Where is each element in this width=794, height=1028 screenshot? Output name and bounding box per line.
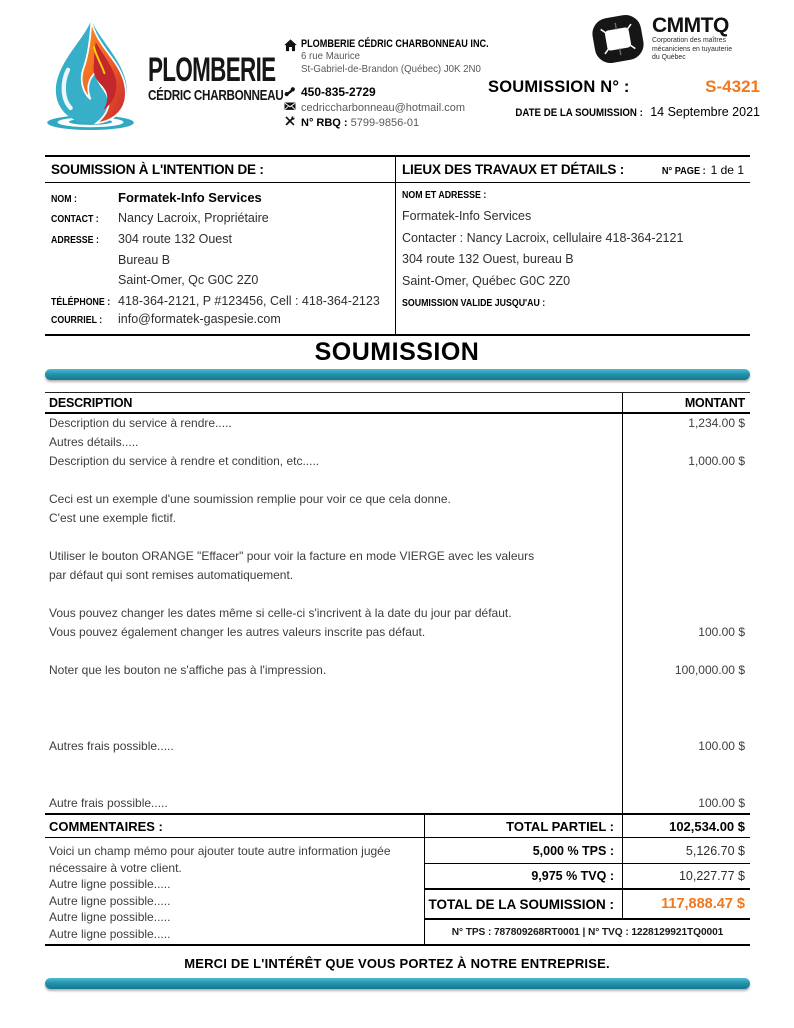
table-body <box>45 414 750 813</box>
logo-line1: PLOMBERIE <box>148 51 276 89</box>
table-row: Noter que les bouton ne s'affiche pas à l'impression. 100,000.00 $ <box>45 661 750 680</box>
tps-label: 5,000 % TPS : <box>532 843 614 858</box>
water-drop-flame-logo-icon <box>42 14 146 136</box>
cmmtq-subtext-2: mécaniciens en tuyauterie <box>652 45 733 53</box>
worksite-address-label: NOM ET ADRESSE : <box>402 190 487 201</box>
totals-block <box>425 815 750 944</box>
page-number <box>658 163 744 177</box>
worksite-line-1: Formatek-Info Services <box>402 209 532 223</box>
client-address-value-2: Bureau B <box>118 253 171 267</box>
page-number-value: 1 de 1 <box>710 162 744 177</box>
table-row: Autres détails..... <box>45 433 750 452</box>
client-phone-label: TÉLÉPHONE : <box>51 297 111 308</box>
table-row: C'est une exemple fictif. <box>45 509 750 528</box>
comments-body <box>45 838 424 942</box>
cmmtq-subtext-3: du Québec <box>652 54 686 62</box>
client-address-label: ADRESSE : <box>51 235 99 246</box>
subtotal-value: 102,534.00 $ <box>622 815 750 837</box>
table-row: Utiliser le bouton ORANGE "Effacer" pour voir la facture en mode VIERGE avec les valeurs <box>45 547 750 566</box>
cmmtq-chain-icon <box>589 14 647 64</box>
page-number-label: N° PAGE : <box>661 165 706 177</box>
client-name-label: NOM : <box>51 194 77 205</box>
rbq-label: N° RBQ : <box>301 117 348 129</box>
comment-line: Autre ligne possible..... <box>49 926 171 941</box>
worksite-line-3: 304 route 132 Ouest, bureau B <box>402 252 574 266</box>
table-row <box>45 680 750 699</box>
client-phone-value: 418-364-2121, P #123456, Cell : 418-364-2123 <box>118 294 380 308</box>
client-address-value-3: Saint-Omer, Qc G0C 2Z0 <box>118 273 259 287</box>
comment-line: nécessaire à votre client. <box>49 860 182 875</box>
company-rbq <box>301 117 419 129</box>
table-row <box>45 585 750 604</box>
company-name: PLOMBERIE CÉDRIC CHARBONNEAU INC. <box>301 38 489 50</box>
table-row: Vous pouvez également changer les autres valeurs inscrite pas défaut. 100.00 $ <box>45 623 750 642</box>
table-row: Autre frais possible..... 100.00 $ <box>45 794 750 813</box>
client-address-value-1: 304 route 132 Ouest <box>118 232 232 246</box>
cmmtq-text <box>652 16 764 62</box>
home-icon <box>284 38 301 52</box>
quote-table <box>45 392 750 946</box>
table-row: par défaut qui sont remises automatiquement. <box>45 566 750 585</box>
table-row: Ceci est un exemple d'une soumission remplie pour voir ce que cela donne. <box>45 490 750 509</box>
comment-line: Autre ligne possible..... <box>49 893 171 908</box>
client-name-value: Formatek-Info Services <box>118 190 262 205</box>
company-phone: 450-835-2729 <box>301 85 376 99</box>
teal-divider-bar-bottom <box>45 978 750 989</box>
table-row <box>45 528 750 547</box>
client-section-title: SOUMISSION À L'INTENTION DE : <box>51 162 264 177</box>
comment-line: Autre ligne possible..... <box>49 910 171 924</box>
company-logo <box>42 14 284 136</box>
quote-number-value: S-4321 <box>705 77 760 96</box>
totals-section <box>45 813 750 946</box>
grand-total-label: TOTAL DE LA SOUMISSION : <box>428 896 614 912</box>
quote-number-label: SOUMISSION N° : <box>488 78 630 96</box>
tax-registration-numbers: N° TPS : 787809268RT0001 | N° TVQ : 1228129921TQ0001 <box>451 926 724 938</box>
logo-line2: CÉDRIC CHARBONNEAU <box>148 87 284 104</box>
company-address-line2: St-Gabriel-de-Brandon (Québec) J0K 2N0 <box>301 62 481 75</box>
quote-date-value: 14 Septembre 2021 <box>650 105 760 119</box>
comments-block <box>45 815 425 944</box>
grand-total-value: 117,888.47 $ <box>622 890 750 918</box>
parties-section <box>45 155 750 336</box>
table-row <box>45 718 750 737</box>
cmmtq-acronym: CMMTQ <box>652 14 729 38</box>
tps-row <box>425 838 750 864</box>
worksite-section <box>395 157 750 334</box>
quote-date-row <box>488 105 764 119</box>
table-row <box>45 699 750 718</box>
table-row <box>45 756 750 775</box>
comment-line: Autre ligne possible..... <box>49 877 171 891</box>
cmmtq-logo <box>488 14 764 64</box>
company-email: cedriccharbonneau@hotmail.com <box>301 102 466 114</box>
cmmtq-subtext-1: Corporation des maîtres <box>652 37 726 45</box>
subtotal-label: TOTAL PARTIEL : <box>506 818 614 834</box>
table-row: Description du service à rendre..... 1,234.00 $ <box>45 414 750 433</box>
thank-you-message: MERCI DE L'INTÉRÊT QUE VOUS PORTEZ À NOTRE ENTREPRISE. <box>184 956 610 971</box>
quote-date-label: DATE DE LA SOUMISSION : <box>515 107 644 119</box>
comment-line: Voici un champ mémo pour ajouter toute autre information jugée <box>49 844 391 858</box>
client-contact-value: Nancy Lacroix, Propriétaire <box>118 211 269 225</box>
client-email-value: info@formatek-gaspesie.com <box>118 311 281 326</box>
tps-value: 5,126.70 $ <box>622 838 750 863</box>
document-header <box>42 14 760 136</box>
table-row: Vous pouvez changer les dates même si celle-ci s'incrivent à la date du jour par défaut. <box>45 604 750 623</box>
teal-divider-bar-top <box>45 369 750 380</box>
client-email-label: COURRIEL : <box>51 314 103 326</box>
valid-until-label: SOUMISSION VALIDE JUSQU'AU : <box>402 298 546 309</box>
table-row <box>45 775 750 794</box>
company-info <box>284 38 488 136</box>
tvq-label: 9,975 % TVQ : <box>531 869 614 883</box>
table-row <box>45 642 750 661</box>
company-address-line1: 6 rue Maurice <box>301 50 361 62</box>
description-column-header: DESCRIPTION <box>49 395 133 410</box>
grand-total-row <box>425 890 750 920</box>
worksite-section-title: LIEUX DES TRAVAUX ET DÉTAILS : <box>402 162 625 177</box>
header-right <box>488 14 764 136</box>
table-header <box>45 392 750 414</box>
worksite-line-4: Saint-Omer, Québec G0C 2Z0 <box>402 273 571 288</box>
rbq-value: 5799-9856-01 <box>350 117 420 129</box>
subtotal-row <box>425 815 750 838</box>
comments-title: COMMENTAIRES : <box>45 815 424 838</box>
tools-icon <box>284 114 301 127</box>
worksite-line-2: Contacter : Nancy Lacroix, cellulaire 418-364-2121 <box>402 230 684 245</box>
document-title: SOUMISSION <box>314 338 480 366</box>
tvq-value: 10,227.77 $ <box>622 864 750 888</box>
quote-number-row <box>488 77 764 97</box>
table-row: Description du service à rendre et condition, etc..... 1,000.00 $ <box>45 452 750 471</box>
table-row: Autres frais possible..... 100.00 $ <box>45 737 750 756</box>
client-section <box>45 157 395 334</box>
amount-column-header: MONTANT <box>622 393 750 412</box>
tvq-row <box>425 864 750 890</box>
table-row <box>45 471 750 490</box>
client-contact-label: CONTACT : <box>51 214 99 225</box>
